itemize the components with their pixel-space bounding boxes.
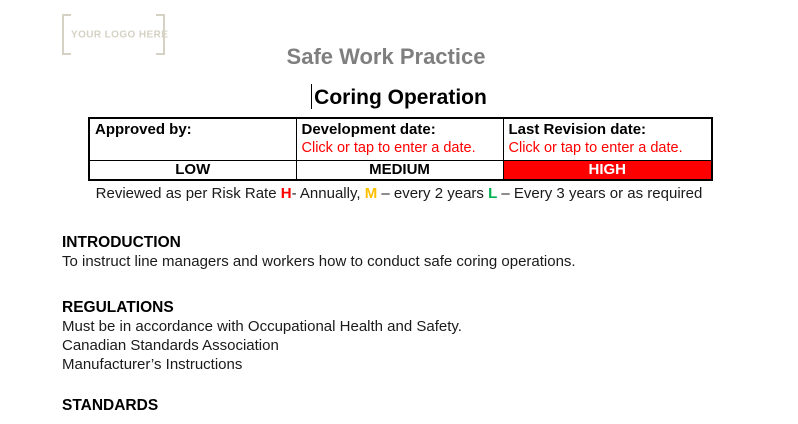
legend-medium-letter: M <box>364 185 378 202</box>
document-title-text: Coring Operation <box>314 86 487 109</box>
section-heading-standards: STANDARDS <box>62 397 159 414</box>
development-date-cell <box>296 118 503 161</box>
header-title: Safe Work Practice <box>286 44 486 69</box>
legend-low-letter: L <box>488 185 498 202</box>
regulations-line: Manufacturer’s Instructions <box>62 356 243 373</box>
document-title[interactable] <box>0 84 798 110</box>
development-date-label: Development date: <box>301 121 436 138</box>
section-heading-introduction: INTRODUCTION <box>62 234 181 251</box>
regulations-line: Must be in accordance with Occupational Health and Safety. <box>62 318 462 335</box>
risk-level-row <box>89 161 712 181</box>
document-body <box>62 233 742 415</box>
text-caret-icon <box>311 84 312 109</box>
legend-high-text: - Annually, <box>291 185 365 202</box>
risk-level-medium: MEDIUM <box>296 161 503 181</box>
table-header-row <box>89 118 712 161</box>
last-revision-date-picker[interactable]: Click or tap to enter a date. <box>508 140 683 156</box>
legend-prefix: Reviewed as per Risk Rate <box>95 185 281 202</box>
legend-medium-text: – every 2 years <box>377 185 489 202</box>
section-introduction <box>62 233 742 271</box>
approved-by-label: Approved by: <box>95 121 192 138</box>
introduction-paragraph: To instruct line managers and workers how to conduct safe coring operations. <box>62 253 576 270</box>
development-date-picker[interactable]: Click or tap to enter a date. <box>301 140 476 156</box>
risk-level-high: HIGH <box>503 161 712 181</box>
risk-level-low: LOW <box>89 161 296 181</box>
approval-table <box>88 117 713 181</box>
last-revision-date-cell <box>503 118 712 161</box>
section-regulations <box>62 298 742 374</box>
section-heading-regulations: REGULATIONS <box>62 299 174 316</box>
legend-low-text: – Every 3 years or as required <box>497 185 703 202</box>
legend-high-letter: H <box>280 185 292 202</box>
approved-by-cell <box>89 118 296 161</box>
regulations-line: Canadian Standards Association <box>62 337 279 354</box>
logo-text: YOUR LOGO HERE <box>71 29 169 40</box>
risk-review-legend <box>0 185 798 202</box>
last-revision-date-label: Last Revision date: <box>508 121 647 138</box>
section-standards <box>62 396 742 415</box>
